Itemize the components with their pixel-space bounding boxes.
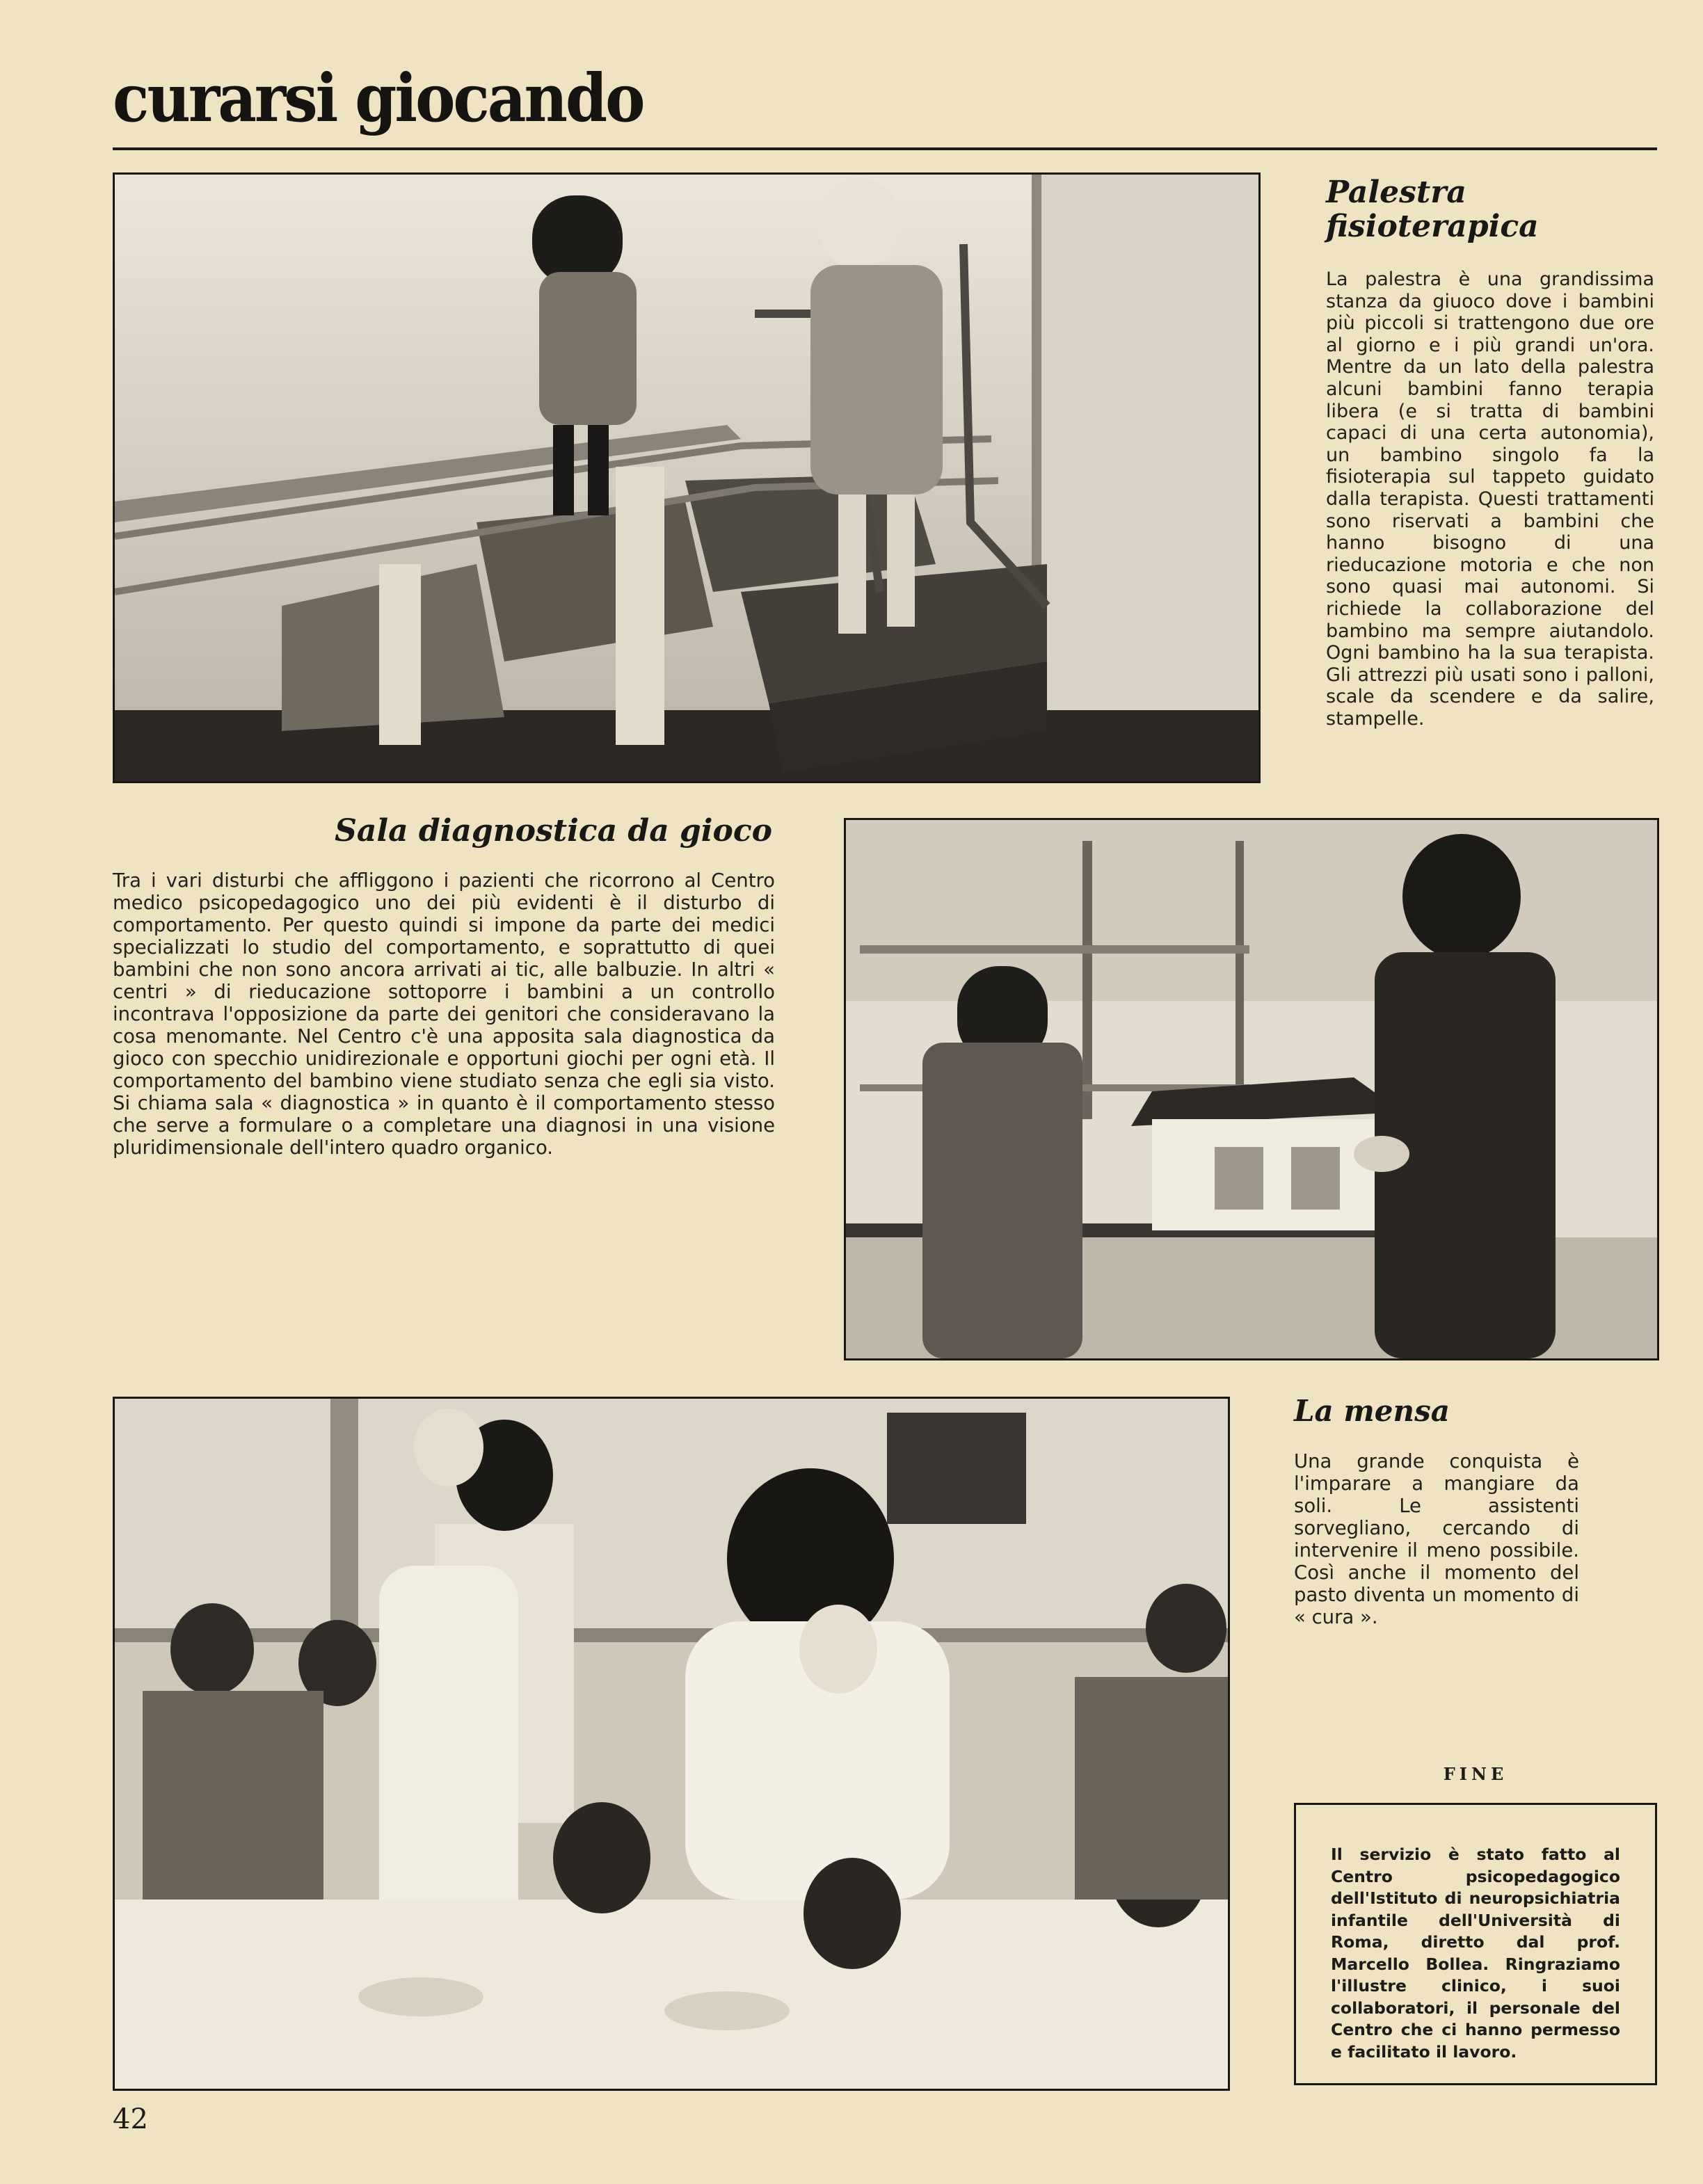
photo-gym-stairs [113,172,1261,783]
page-number: 42 [113,2103,148,2135]
section-heading-sala: Sala diagnostica da gioco [335,813,772,849]
title-rule [113,147,1657,150]
section-heading-mensa: La mensa [1294,1394,1450,1428]
section-body-sala: Tra i vari disturbi che affliggono i pazienti che ricorrono al Centro medico psicopedagogico uno dei più evidenti è il disturbo di comportamento. Per questo quindi si impone da parte dei medici specializzati lo studio del comportamento, e soprattutto di quei bambini che non sono ancora arrivati ai tic, alle balbuzie. In altri « centri » di rieducazione sottoporre i bambini a un controllo incontrava l'opposizione da parte dei genitori che consideravano la cosa menomante. Nel Centro c'è una apposita sala diagnostica da gioco con specchio unidirezionale e opportuni giochi per ogni età. Il comportamento del bambino viene studiato senza che egli sia visto. Si chiama sala « diagnostica » in quanto è il comportamento stesso che serve a formulare o a completare una diagnosi in una visione pluridimensionale dell'intero quadro organico. [113,869,775,1159]
section-body-palestra: La palestra è una grandissima stanza da giuoco dove i bambini più piccoli si trattengono due ore al giorno e i più grandi un'ora. Mentre da un lato della palestra alcuni bambini fanno terapia libera (e si tratta di bambini capaci di una certa autonomia), un bambino singolo fa la fisioterapia sul tappeto guidato dalla terapista. Questi trattamenti sono riservati a bambini che hanno bisogno di una rieducazione motoria e che non sono quasi mai autonomi. Si richiede la collaborazione del bambino ma sempre aiutandolo. Ogni bambino ha la sua terapista. Gli attrezzi più usati sono i palloni, scale da scendere e da salire, stampelle. [1326,268,1654,730]
credits-text: Il servizio è stato fatto al Centro psicopedagogico dell'Istituto di neuropsichiatria infantile dell'Università di Roma, diretto dal prof. Marcello Bollea. Ringraziamo l'illustre clinico, i suoi collaboratori, il personale del Centro che ci hanno permesso e facilitato il lavoro. [1331,1845,1620,2062]
credits-box [1294,1803,1657,2085]
section-body-mensa: Una grande conquista è l'imparare a mangiare da soli. Le assistenti sorvegliano, cercando di intervenire il meno possibile. Così anche il momento del pasto diventa un momento di « cura ». [1294,1450,1579,1628]
photo-diagnostic-room [844,818,1659,1360]
page-title: curarsi giocando [113,60,643,138]
photo-canteen [113,1397,1230,2091]
section-heading-palestra: Palestra fisioterapica [1326,175,1539,245]
end-mark: FINE [1443,1764,1508,1784]
